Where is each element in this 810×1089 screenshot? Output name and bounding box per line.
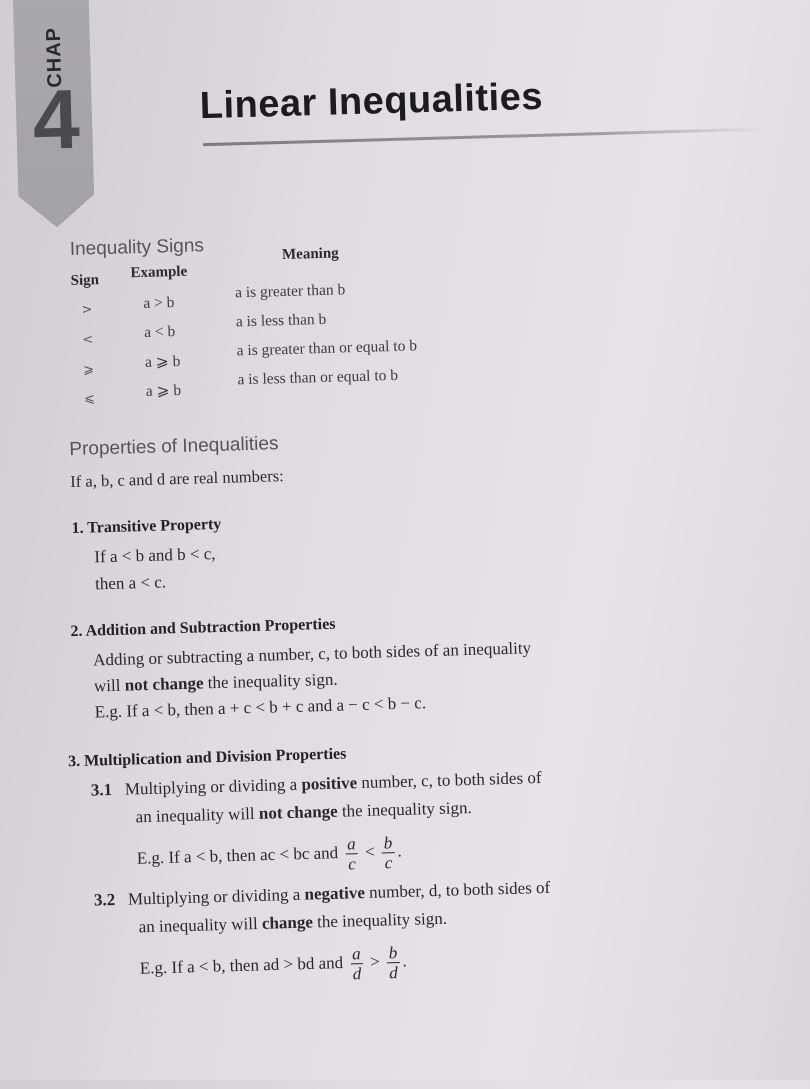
transitive-line2: then a < c. bbox=[94, 572, 167, 594]
addsub-example: E.g. If a < b, then a + c < b + c and a − c < b − c. bbox=[94, 693, 427, 722]
addsub-line2: will not change the inequality sign. bbox=[93, 669, 338, 696]
addsub-line1: Adding or subtracting a number, c, to both sides of an inequality bbox=[92, 638, 532, 670]
sub-3-1-line2: an inequality will not change the inequality sign. bbox=[135, 797, 472, 827]
transitive-line1: If a < b and b < c, bbox=[94, 544, 216, 567]
fraction: $\frac{b}{d}$ bbox=[388, 943, 399, 983]
chapter-number: 4 bbox=[31, 71, 81, 167]
transitive-title: 1. Transitive Property bbox=[71, 515, 222, 538]
fraction: $\frac{b}{c}$ bbox=[383, 833, 393, 873]
col-example: Example bbox=[130, 263, 188, 282]
col-meaning: Meaning bbox=[281, 245, 339, 264]
sign-cell: ⩽ bbox=[83, 391, 96, 407]
properties-intro: If a, b, c and d are real numbers: bbox=[70, 466, 284, 492]
sub-3-2-line2: an inequality will change the inequality sign. bbox=[138, 908, 448, 937]
meaning-cell: a is greater than or equal to b bbox=[236, 337, 418, 360]
example-cell: a ⩾ b bbox=[145, 381, 182, 400]
example-cell: a < b bbox=[143, 323, 176, 341]
sub-3-1-example: E.g. If a < b, then ac < bc and $\frac{a}{c}$ < $\frac{b}{c}$ . bbox=[136, 833, 402, 874]
muldiv-title: 3. Multiplication and Division Properties bbox=[67, 745, 347, 771]
example-cell: a > b bbox=[143, 294, 175, 312]
meaning-cell: a is less than or equal to b bbox=[237, 366, 399, 389]
sub-3-2: 3.2 Multiplying or dividing a negative number, d, to both sides of bbox=[93, 877, 551, 910]
fraction: $\frac{a}{c}$ bbox=[346, 834, 356, 874]
col-sign: Sign bbox=[70, 272, 100, 289]
sign-cell: < bbox=[82, 332, 94, 348]
title-underline bbox=[203, 128, 763, 147]
fraction: $\frac{a}{d}$ bbox=[351, 944, 362, 984]
sub-3-2-example: E.g. If a < b, then ad > bd and $\frac{a}{d}$ > $\frac{b}{d}$ . bbox=[139, 943, 407, 984]
addsub-title: 2. Addition and Subtraction Properties bbox=[70, 615, 336, 641]
inequality-signs-heading: Inequality Signs bbox=[69, 235, 205, 260]
sign-cell: > bbox=[81, 302, 93, 318]
properties-heading: Properties of Inequalities bbox=[69, 433, 279, 461]
example-cell: a ⩾ b bbox=[144, 352, 181, 371]
chapter-title: Linear Inequalities bbox=[199, 75, 544, 128]
meaning-cell: a is greater than b bbox=[234, 281, 346, 302]
sign-cell: ⩾ bbox=[82, 362, 95, 378]
meaning-cell: a is less than b bbox=[235, 310, 327, 331]
chapter-word: CHAP bbox=[42, 26, 66, 88]
sub-3-1: 3.1 Multiplying or dividing a positive number, c, to both sides of bbox=[90, 768, 542, 800]
